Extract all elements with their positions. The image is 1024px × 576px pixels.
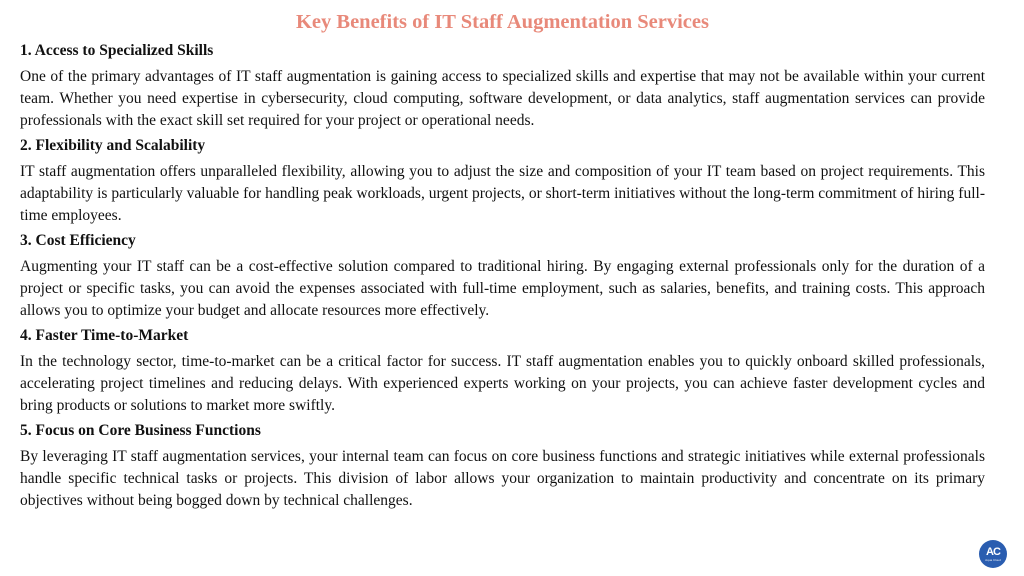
logo-tagline: Aqua Cloud — [985, 557, 1001, 562]
section-body: IT staff augmentation offers unparalleled flexibility, allowing you to adjust the size and composition of your IT team based on project requirements. This adaptability is particularly valuable for handling peak workloads, urgent projects, or short-term initiatives without the long-term commitment of hiring full-time employees. — [20, 163, 985, 224]
section-4 — [20, 325, 985, 417]
section-body: Augmenting your IT staff can be a cost-effective solution compared to traditional hiring. By engaging external professionals only for the duration of a project or specific tasks, you can avoid the expenses associated with full-time employment, such as salaries, benefits, and training costs. This approach allows you to optimize your budget and allocate resources more effectively. — [20, 258, 985, 319]
section-3 — [20, 230, 985, 322]
section-5 — [20, 420, 985, 512]
section-2 — [20, 135, 985, 227]
logo-mark: AC — [986, 545, 1000, 558]
company-logo — [979, 540, 1007, 568]
section-heading: 1. Access to Specialized Skills — [20, 42, 214, 59]
section-heading: 3. Cost Efficiency — [20, 232, 136, 249]
section-heading: 4. Faster Time-to-Market — [20, 327, 189, 344]
section-heading: 2. Flexibility and Scalability — [20, 137, 206, 154]
section-heading: 5. Focus on Core Business Functions — [20, 422, 261, 439]
section-body: In the technology sector, time-to-market can be a critical factor for success. IT staff augmentation enables you to quickly onboard skilled professionals, accelerating project timelines and reducing delays. With experienced experts working on your projects, you can achieve faster development cycles and bring products or solutions to market more swiftly. — [20, 353, 985, 414]
page-title: Key Benefits of IT Staff Augmentation Services — [295, 11, 709, 33]
section-body: One of the primary advantages of IT staff augmentation is gaining access to specialized skills and expertise that may not be available within your current team. Whether you need expertise in cybersecurity, cloud computing, software development, or data analytics, staff augmentation services can provide professionals with the exact skill set required for your project or operational needs. — [20, 68, 985, 129]
section-body: By leveraging IT staff augmentation services, your internal team can focus on core business functions and strategic initiatives while external professionals handle specific technical tasks or projects. This division of labor allows your organization to maintain productivity and concentrate on its primary objectives without being bogged down by technical challenges. — [20, 448, 985, 509]
section-1 — [20, 40, 985, 132]
